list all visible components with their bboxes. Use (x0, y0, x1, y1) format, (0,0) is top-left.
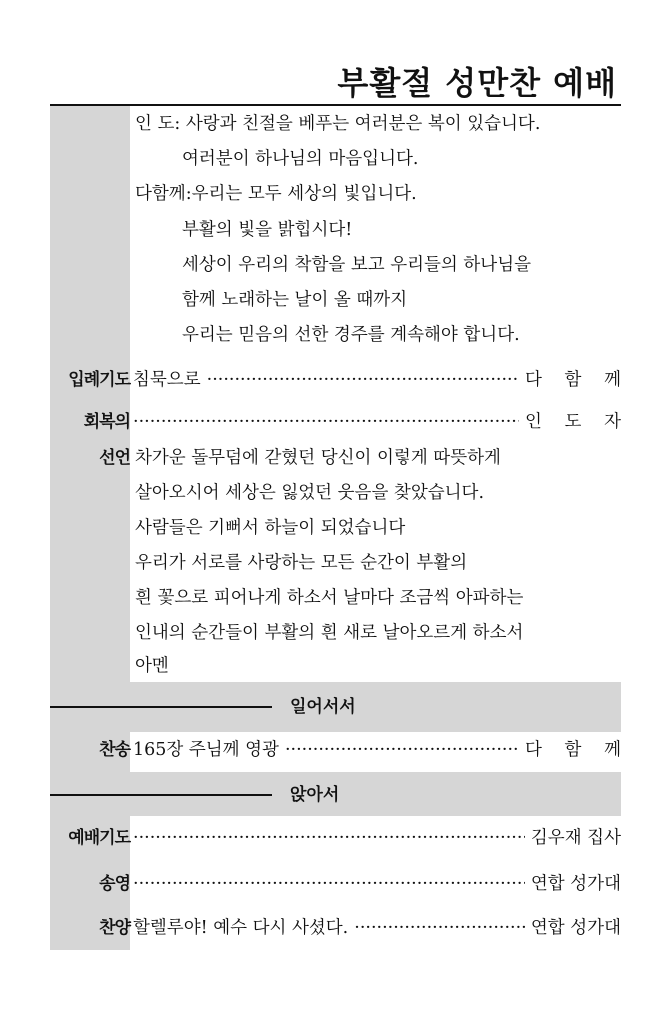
reading-line: 세상이 우리의 착함을 보고 우리들의 하나님을 (182, 255, 532, 275)
choir-anthem-label: 송영 (99, 874, 130, 894)
sit-down-heading: 앉아서 (290, 785, 340, 805)
reading-line: 우리는 믿음의 선한 경주를 계속해야 합니다. (182, 325, 520, 345)
title-divider (50, 104, 621, 106)
praise-item: 할렐루야! 예수 다시 사셨다. (133, 918, 349, 938)
restoration-line: 차가운 돌무덤에 갇혔던 당신이 이렇게 따뜻하게 (135, 448, 501, 468)
label-column-top (50, 106, 130, 682)
restoration-line: 사람들은 기뻐서 하늘이 되었습니다 (135, 518, 406, 538)
hymn-row (133, 738, 621, 762)
leader-dots (207, 368, 519, 392)
reading-line: 인 도: 사랑과 친절을 베푸는 여러분은 복이 있습니다. (135, 114, 541, 134)
silent-prayer-leader: 다 함 께 (525, 370, 621, 390)
restoration-leader: 인 도 자 (525, 412, 621, 432)
sit-down-rule (50, 794, 272, 796)
restoration-line: 아멘 (135, 656, 169, 676)
restoration-line: 흰 꽃으로 피어나게 하소서 날마다 조금씩 아파하는 (135, 588, 524, 608)
leader-dots (133, 872, 525, 896)
reading-line: 부활의 빛을 밝힙시다! (182, 220, 353, 240)
restoration-line: 살아오시어 세상은 잃었던 웃음을 찾았습니다. (135, 483, 485, 503)
silent-prayer-row (133, 368, 621, 392)
choir-anthem-leader: 연합 성가대 (530, 874, 621, 894)
praise-label: 찬양 (99, 918, 130, 938)
leader-dots (285, 738, 519, 762)
reading-line: 함께 노래하는 날이 올 때까지 (182, 290, 408, 310)
restoration-line: 우리가 서로를 사랑하는 모든 순간이 부활의 (135, 553, 468, 573)
hymn-item: 165장 주님께 영광 (133, 740, 279, 760)
restoration-row (133, 410, 621, 434)
restoration-line: 인내의 순간들이 부활의 흰 새로 날아오르게 하소서 (135, 623, 524, 643)
stand-up-rule (50, 706, 272, 708)
hymn-label: 찬송 (99, 740, 130, 760)
silent-prayer-label: 입례기도 (68, 370, 130, 390)
silent-prayer-item: 침묵으로 (133, 370, 201, 390)
praise-row (133, 916, 621, 940)
restoration-label-line1: 회복의 (83, 412, 130, 432)
restoration-label-line2: 선언 (99, 448, 130, 468)
worship-prayer-label: 예배기도 (68, 828, 130, 848)
worship-prayer-leader: 김우재 집사 (530, 828, 621, 848)
choir-anthem-row (133, 872, 621, 896)
praise-leader: 연합 성가대 (530, 918, 621, 938)
reading-line: 다함께:우리는 모두 세상의 빛입니다. (135, 184, 417, 204)
leader-dots (354, 916, 525, 940)
stand-up-heading: 일어서서 (290, 697, 356, 717)
leader-dots (133, 826, 525, 850)
worship-prayer-row (133, 826, 621, 850)
reading-line: 여러분이 하나님의 마음입니다. (182, 149, 419, 169)
leader-dots (133, 410, 519, 434)
hymn-leader: 다 함 께 (525, 740, 621, 760)
page-title: 부활절 성만찬 예배 (337, 64, 617, 102)
